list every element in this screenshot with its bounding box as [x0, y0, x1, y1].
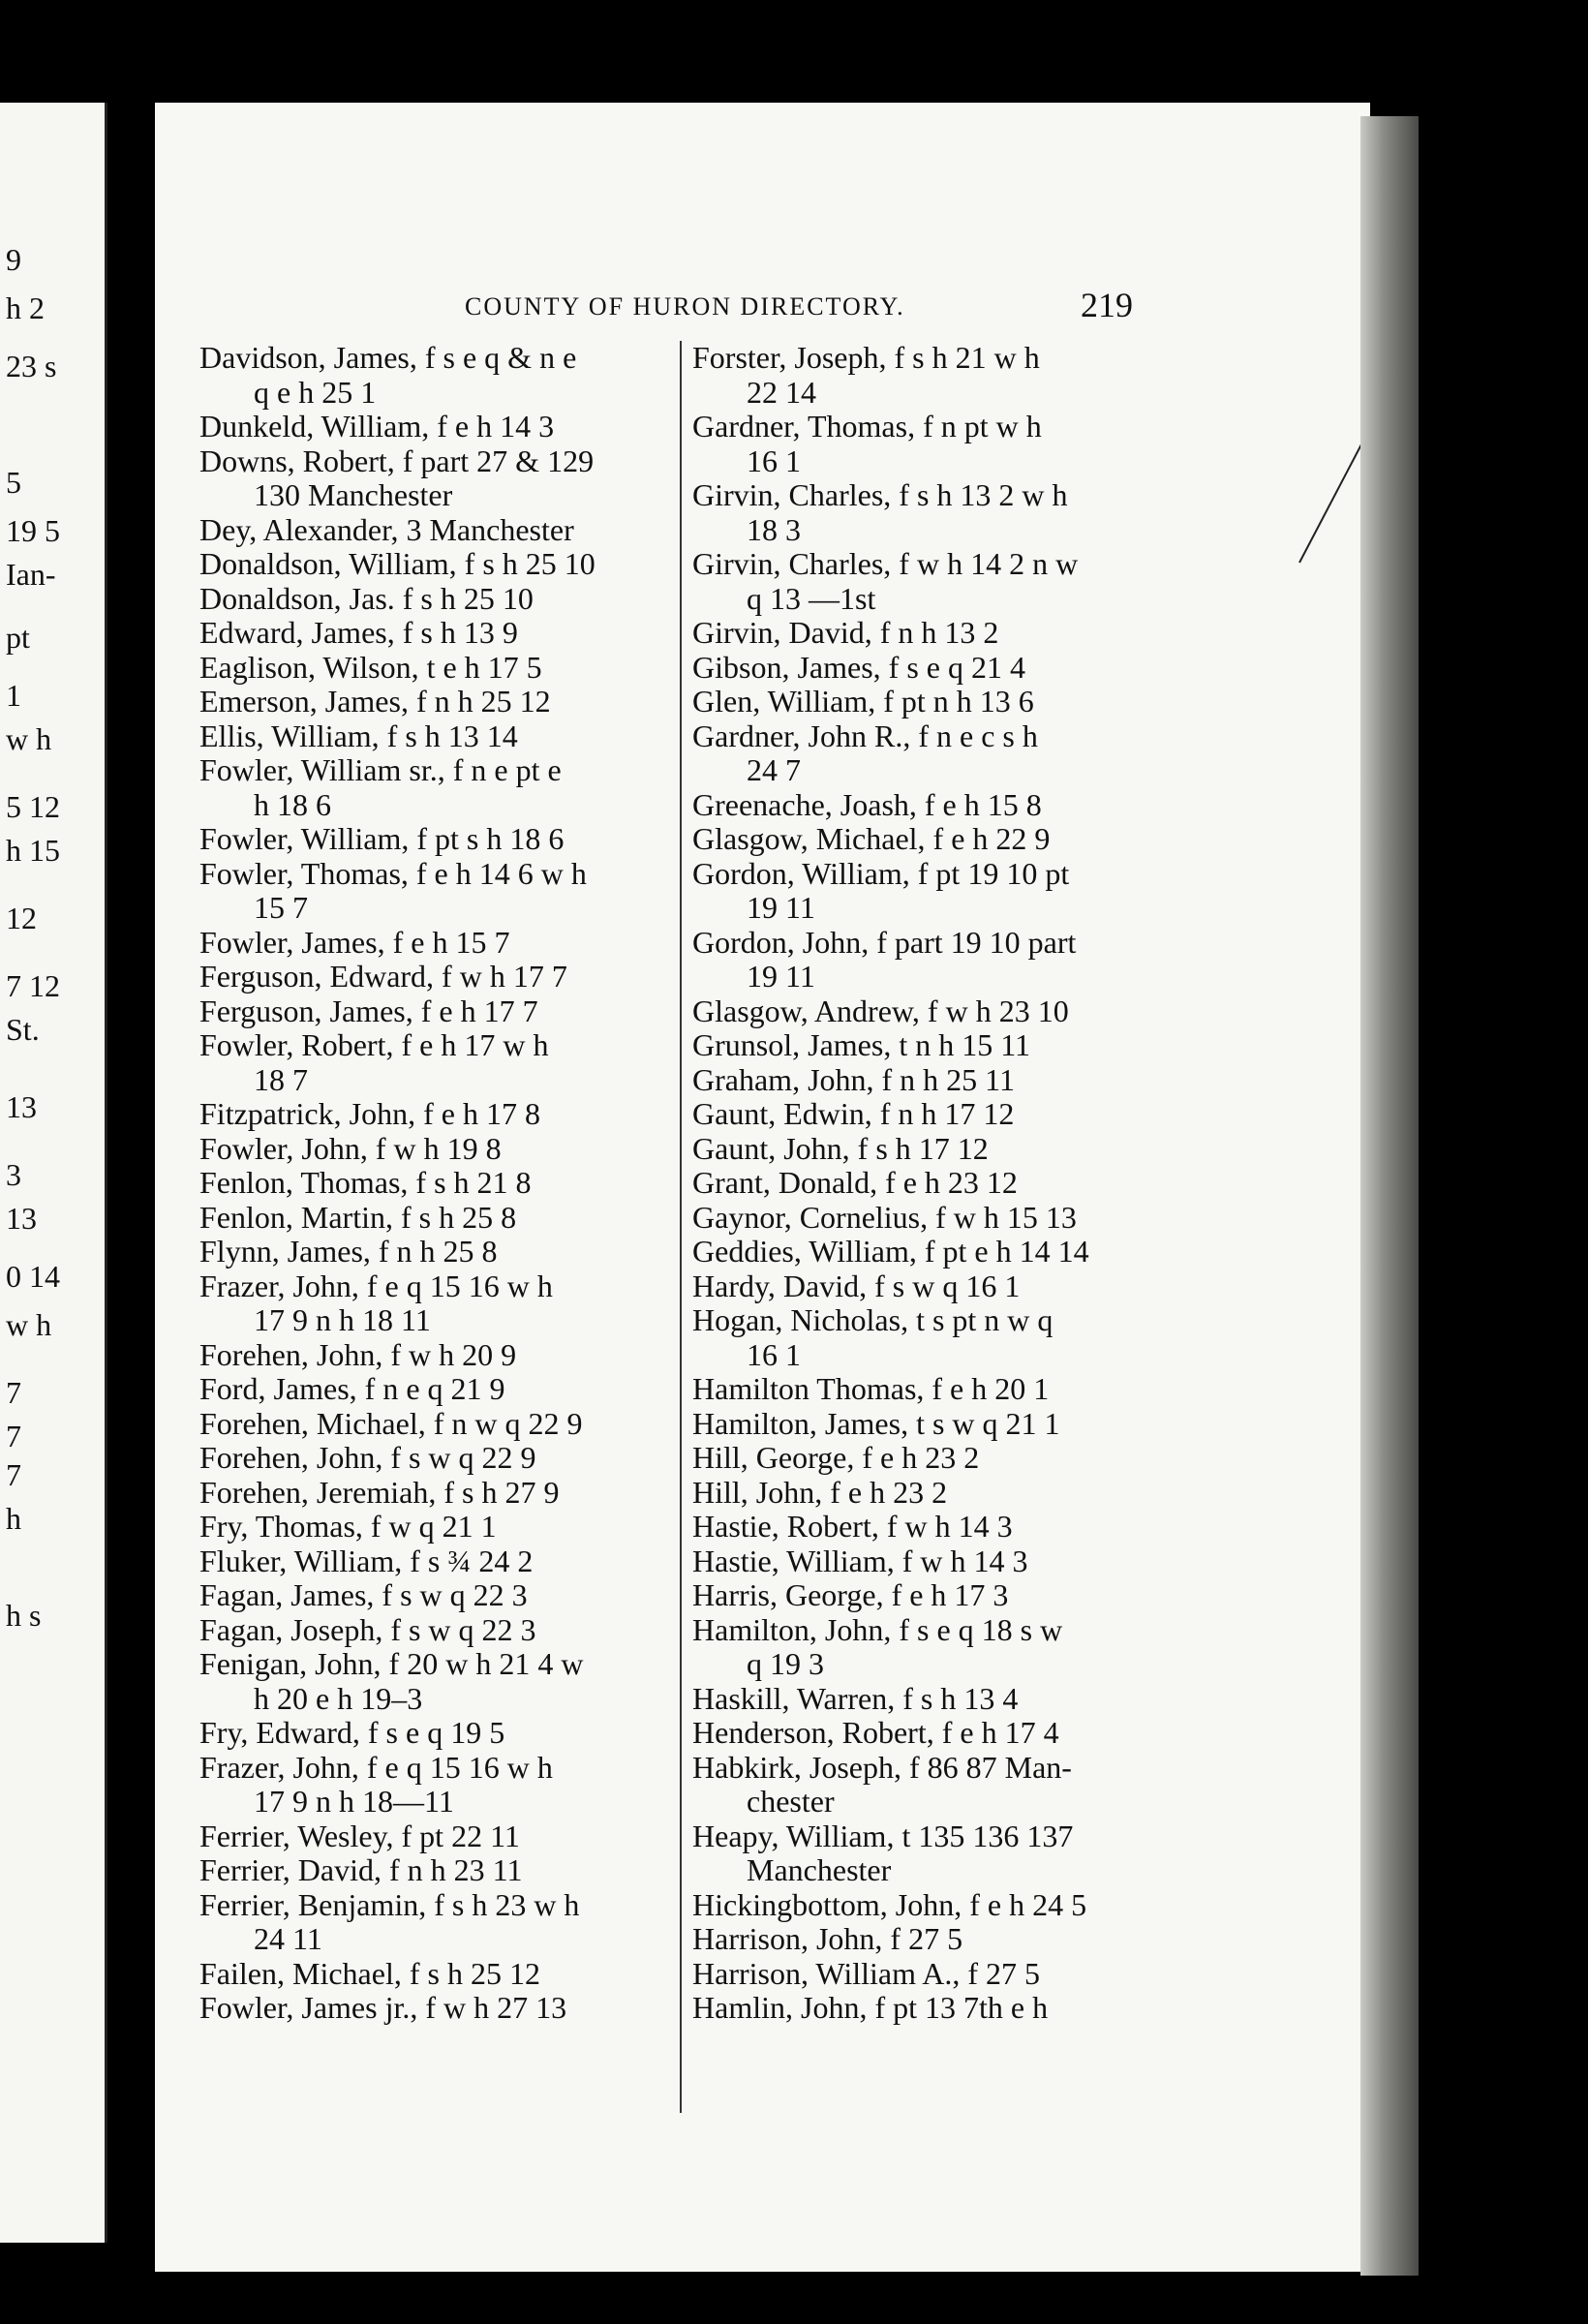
entry-line: Harrison, John, f 27 5: [692, 1921, 963, 1956]
entry-line: Gardner, John R., f n e c s h: [692, 718, 1038, 753]
entry-continuation: h 18 6: [254, 786, 331, 822]
entry-line: Davidson, James, f s e q & n e: [199, 340, 577, 375]
directory-entry: [692, 1097, 1312, 1132]
entry-line: Fagan, Joseph, f s w q 22 3: [199, 1611, 536, 1647]
entry-line: Flynn, James, f n h 25 8: [199, 1234, 498, 1269]
directory-entry: [692, 1476, 1312, 1511]
entry-continuation: q 13 —1st: [747, 580, 876, 616]
entry-line: Graham, John, f n h 25 11: [692, 1061, 1015, 1097]
entry-line: Donaldson, William, f s h 25 10: [199, 546, 596, 581]
previous-page-fragment: h 15: [6, 833, 60, 868]
entry-line: Girvin, Charles, f s h 13 2 w h: [692, 477, 1068, 512]
directory-entry: [692, 1269, 1312, 1304]
entry-continuation: 17 9 n h 18—11: [254, 1784, 454, 1819]
directory-entry: [692, 1201, 1312, 1236]
previous-page-fragment: 3: [6, 1157, 21, 1192]
previous-page-fragment: 23 s: [6, 349, 57, 383]
entry-line: Glasgow, Andrew, f w h 23 10: [692, 993, 1069, 1028]
directory-entry: [692, 478, 1312, 547]
entry-line: Glasgow, Michael, f e h 22 9: [692, 821, 1051, 856]
entry-line: Hill, John, f e h 23 2: [692, 1474, 948, 1510]
entry-continuation: q e h 25 1: [254, 374, 377, 410]
entry-line: Hickingbottom, John, f e h 24 5: [692, 1886, 1087, 1922]
previous-page-fragment: 7: [6, 1375, 21, 1410]
entry-line: Fenlon, Thomas, f s h 21 8: [199, 1165, 532, 1200]
directory-entry: [692, 547, 1312, 616]
entry-line: Gaynor, Cornelius, f w h 15 13: [692, 1199, 1077, 1235]
entry-line: Fowler, Robert, f e h 17 w h: [199, 1027, 549, 1062]
entry-line: Ferrier, David, f n h 23 11: [199, 1852, 523, 1887]
previous-page-fragment: 7: [6, 1457, 21, 1492]
entry-line: Greenache, Joash, f e h 15 8: [692, 786, 1042, 822]
previous-page-fragment: Ian-: [6, 557, 56, 592]
directory-entry: [692, 1441, 1312, 1476]
entry-line: Fowler, William sr., f n e pt e: [199, 752, 562, 787]
entry-line: Frazer, John, f e q 15 16 w h: [199, 1749, 553, 1785]
entry-line: Gordon, John, f part 19 10 part: [692, 924, 1077, 960]
directory-entry: [692, 1510, 1312, 1544]
entry-line: Forehen, Jeremiah, f s h 27 9: [199, 1474, 560, 1510]
directory-entry: [692, 1716, 1312, 1751]
directory-entry: [692, 1544, 1312, 1579]
previous-page-fragment: w h: [6, 1307, 52, 1342]
previous-page-fragment: h 2: [6, 290, 45, 325]
entry-continuation: 130 Manchester: [254, 477, 453, 512]
directory-entry: [692, 719, 1312, 788]
entry-continuation: 19 11: [747, 890, 815, 925]
entry-line: Fluker, William, f s ¾ 24 2: [199, 1543, 534, 1578]
previous-page-fragment: St.: [6, 1012, 40, 1047]
previous-page-fragment: pt: [6, 620, 30, 655]
directory-entry: [692, 685, 1312, 719]
entry-line: Girvin, Charles, f w h 14 2 n w: [692, 546, 1079, 581]
entry-line: Ferguson, Edward, f w h 17 7: [199, 959, 567, 994]
running-title: COUNTY OF HURON DIRECTORY.: [465, 292, 905, 321]
page-header: [155, 285, 1370, 333]
entry-continuation: 18 7: [254, 1061, 308, 1097]
previous-page-fragment: 12: [6, 901, 37, 935]
entry-line: Geddies, William, f pt e h 14 14: [692, 1234, 1089, 1269]
previous-page-fragment: 1: [6, 678, 21, 713]
entry-continuation: 16 1: [747, 1336, 801, 1372]
entry-line: Hamilton, John, f s e q 18 s w: [692, 1611, 1063, 1647]
entry-line: Glen, William, f pt n h 13 6: [692, 684, 1034, 719]
entry-line: Hastie, Robert, f w h 14 3: [692, 1509, 1013, 1544]
entry-line: Fagan, James, f s w q 22 3: [199, 1577, 528, 1612]
entry-line: Fowler, James jr., f w h 27 13: [199, 1990, 567, 2025]
directory-entry: [692, 1132, 1312, 1167]
previous-page-fragment: w h: [6, 721, 52, 756]
previous-page-edge: [0, 103, 107, 2243]
entry-line: Gardner, Thomas, f n pt w h: [692, 409, 1042, 443]
directory-entry: [692, 1235, 1312, 1269]
entry-line: Dunkeld, William, f e h 14 3: [199, 409, 555, 443]
directory-page: [155, 103, 1370, 2272]
column-divider: [680, 341, 682, 2113]
entry-line: Gaunt, John, f s h 17 12: [692, 1130, 989, 1166]
entry-continuation: 17 9 n h 18 11: [254, 1302, 431, 1337]
entry-line: Grant, Donald, f e h 23 12: [692, 1165, 1018, 1200]
entry-continuation: h 20 e h 19–3: [254, 1680, 423, 1716]
directory-entry: [692, 994, 1312, 1029]
previous-page-fragment: 13: [6, 1089, 37, 1124]
entry-line: Fowler, John, f w h 19 8: [199, 1130, 502, 1166]
directory-entry: [692, 926, 1312, 994]
entry-line: Forehen, John, f s w q 22 9: [199, 1440, 536, 1475]
entry-line: Hastie, William, f w h 14 3: [692, 1543, 1028, 1578]
directory-entry: [692, 616, 1312, 651]
directory-entry: [692, 1063, 1312, 1098]
previous-page-fragment: 13: [6, 1201, 37, 1236]
directory-entry: [692, 1819, 1312, 1888]
directory-entry: [692, 788, 1312, 823]
entry-line: Fenigan, John, f 20 w h 21 4 w: [199, 1646, 584, 1681]
entry-line: Frazer, John, f e q 15 16 w h: [199, 1268, 553, 1303]
entry-line: Fowler, James, f e h 15 7: [199, 924, 510, 960]
directory-entry: [692, 1303, 1312, 1372]
entry-line: Forster, Joseph, f s h 21 w h: [692, 340, 1040, 375]
directory-entry: [692, 1613, 1312, 1682]
entry-line: Gibson, James, f s e q 21 4: [692, 649, 1025, 685]
entry-continuation: 24 11: [254, 1921, 322, 1956]
directory-entry: [692, 1957, 1312, 1992]
directory-entry: [692, 1888, 1312, 1923]
page-number: 219: [1081, 286, 1133, 324]
entry-line: Ferrier, Wesley, f pt 22 11: [199, 1818, 520, 1853]
entry-line: Gordon, William, f pt 19 10 pt: [692, 855, 1070, 891]
entry-continuation: Manchester: [747, 1852, 892, 1887]
previous-page-fragment: 5: [6, 465, 21, 500]
entry-line: Gaunt, Edwin, f n h 17 12: [692, 1096, 1015, 1131]
entry-continuation: chester: [747, 1784, 835, 1819]
directory-entry: [692, 1578, 1312, 1613]
entry-continuation: 18 3: [747, 511, 801, 547]
entry-continuation: 15 7: [254, 890, 308, 925]
previous-page-fragment: 19 5: [6, 513, 60, 548]
entry-line: Fry, Edward, f s e q 19 5: [199, 1715, 505, 1750]
entry-line: Failen, Michael, f s h 25 12: [199, 1955, 540, 1991]
entry-line: Fowler, William, f pt s h 18 6: [199, 821, 565, 856]
entry-line: Harris, George, f e h 17 3: [692, 1577, 1009, 1612]
entry-line: Dey, Alexander, 3 Manchester: [199, 511, 574, 547]
directory-entry: [692, 1407, 1312, 1442]
book-binding-edge: [1360, 116, 1419, 2276]
directory-entry: [692, 857, 1312, 926]
directory-entry: [692, 1991, 1312, 2026]
previous-page-fragment: 5 12: [6, 789, 60, 824]
directory-entry: [692, 341, 1312, 410]
entry-line: Ford, James, f n e q 21 9: [199, 1371, 505, 1406]
entry-continuation: 22 14: [747, 374, 816, 410]
entry-line: Hamilton Thomas, f e h 20 1: [692, 1371, 1050, 1406]
entry-line: Hogan, Nicholas, t s pt n w q: [692, 1302, 1054, 1337]
previous-page-fragment: 9: [6, 242, 21, 277]
entry-continuation: 16 1: [747, 443, 801, 478]
entry-continuation: 19 11: [747, 959, 815, 994]
entry-line: Eaglison, Wilson, t e h 17 5: [199, 649, 542, 685]
previous-page-fragment: 0 14: [6, 1259, 60, 1294]
entry-line: Grunsol, James, t n h 15 11: [692, 1027, 1031, 1062]
right-column: [692, 341, 1312, 2026]
directory-entry: [692, 651, 1312, 686]
previous-page-fragment: 7: [6, 1419, 21, 1453]
entry-line: Girvin, David, f n h 13 2: [692, 615, 999, 650]
entry-line: Downs, Robert, f part 27 & 129: [199, 443, 595, 478]
entry-line: Ellis, William, f s h 13 14: [199, 718, 518, 753]
entry-line: Hamlin, John, f pt 13 7th e h: [692, 1990, 1049, 2025]
directory-entry: [692, 1372, 1312, 1407]
entry-line: Fry, Thomas, f w q 21 1: [199, 1509, 497, 1544]
entry-continuation: q 19 3: [747, 1646, 824, 1681]
entry-line: Hamilton, James, t s w q 21 1: [692, 1405, 1060, 1441]
directory-entry: [692, 822, 1312, 857]
entry-line: Fenlon, Martin, f s h 25 8: [199, 1199, 517, 1235]
entry-continuation: 24 7: [747, 752, 801, 787]
entry-line: Edward, James, f s h 13 9: [199, 615, 518, 650]
directory-entry: [692, 1028, 1312, 1063]
entry-line: Forehen, Michael, f n w q 22 9: [199, 1405, 583, 1441]
entry-line: Ferrier, Benjamin, f s h 23 w h: [199, 1886, 580, 1922]
entry-line: Hardy, David, f s w q 16 1: [692, 1268, 1021, 1303]
entry-line: Donaldson, Jas. f s h 25 10: [199, 580, 534, 616]
previous-page-fragment: h s: [6, 1598, 42, 1633]
entry-line: Forehen, John, f w h 20 9: [199, 1336, 517, 1372]
entry-line: Hill, George, f e h 23 2: [692, 1440, 980, 1475]
entry-line: Habkirk, Joseph, f 86 87 Man-: [692, 1749, 1072, 1785]
directory-entry: [692, 410, 1312, 478]
directory-entry: [692, 1922, 1312, 1957]
entry-line: Emerson, James, f n h 25 12: [199, 684, 551, 719]
entry-line: Ferguson, James, f e h 17 7: [199, 993, 538, 1028]
entry-line: Harrison, William A., f 27 5: [692, 1955, 1040, 1991]
directory-entry: [692, 1166, 1312, 1201]
previous-page-fragment: 7 12: [6, 968, 60, 1003]
directory-entry: [692, 1751, 1312, 1819]
previous-page-fragment: h: [6, 1501, 21, 1536]
entry-line: Henderson, Robert, f e h 17 4: [692, 1715, 1059, 1750]
entry-line: Fowler, Thomas, f e h 14 6 w h: [199, 855, 587, 891]
directory-entry: [692, 1682, 1312, 1717]
entry-line: Heapy, William, t 135 136 137: [692, 1818, 1074, 1853]
entry-line: Haskill, Warren, f s h 13 4: [692, 1680, 1019, 1716]
entry-line: Fitzpatrick, John, f e h 17 8: [199, 1096, 540, 1131]
